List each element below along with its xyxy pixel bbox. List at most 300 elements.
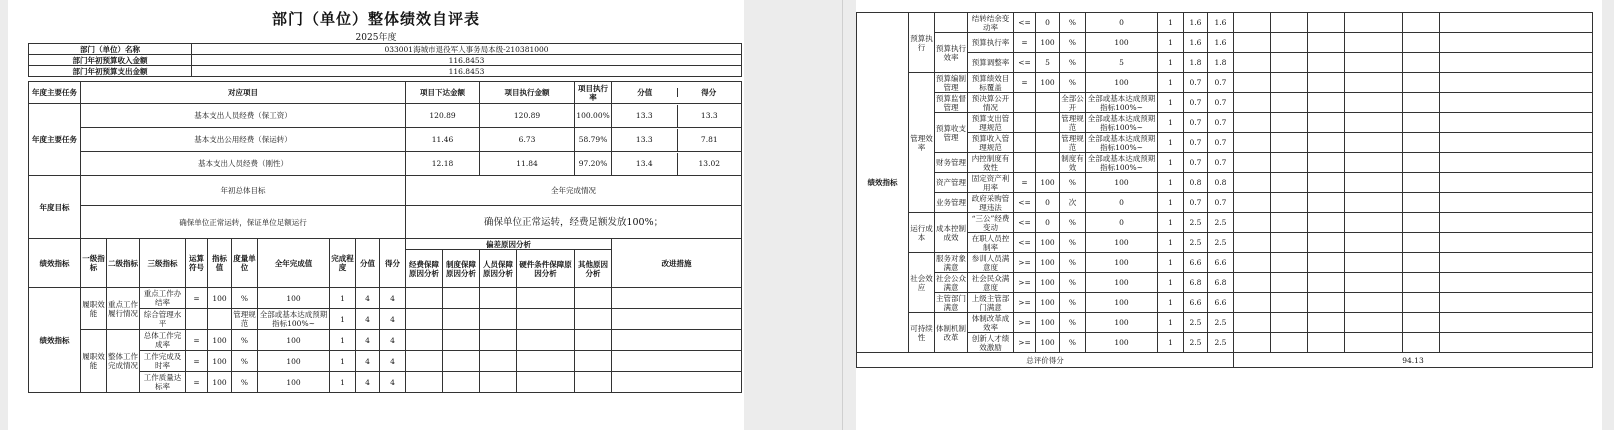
actual-cell: 100 [1086, 293, 1158, 313]
deviation-cell [1345, 333, 1403, 353]
target-header: 指标值 [208, 239, 232, 288]
degree-cell: 1 [1158, 33, 1184, 53]
unit-cell: % [1060, 333, 1086, 353]
level1-cell: 预算执行 [909, 13, 935, 73]
target-cell: 100 [1036, 333, 1060, 353]
table-row [857, 253, 1593, 273]
got-cell: 1.6 [1208, 13, 1234, 33]
level1-cell: 运行成本 [909, 213, 935, 253]
target-cell: 100 [208, 288, 232, 309]
actual-cell: 100 [258, 330, 330, 351]
level3-cell: 预算绩效目标覆盖 [968, 73, 1014, 93]
target-cell: 100 [1036, 313, 1060, 333]
deviation-cell [1271, 73, 1308, 93]
deviation-cell [1345, 233, 1403, 253]
actual-cell: 100 [258, 351, 330, 372]
measure-cell [1440, 153, 1593, 173]
deviation-cell [1345, 313, 1403, 333]
deviation-cell [406, 372, 443, 393]
target-cell: 100 [1036, 253, 1060, 273]
table-row [857, 313, 1593, 333]
table-row [857, 53, 1593, 73]
table-row [29, 239, 742, 250]
deviation-cell [1234, 233, 1271, 253]
deviation-cell [1308, 173, 1345, 193]
deviation-cell [575, 372, 612, 393]
task-budget: 12.18 [406, 152, 480, 176]
score-header: 分值 [637, 88, 653, 97]
task-got: 13.3 [677, 105, 742, 127]
task-budget: 11.46 [406, 128, 480, 152]
deviation-sub-header: 其他原因分析 [575, 250, 612, 288]
deviation-cell [480, 309, 517, 330]
table-row [857, 333, 1593, 353]
score-cell: 4 [356, 330, 380, 351]
deviation-cell [1403, 133, 1440, 153]
deviation-cell [1403, 313, 1440, 333]
measure-cell [1440, 313, 1593, 333]
task-side-label: 年度主要任务 [29, 104, 81, 176]
measure-cell [612, 372, 742, 393]
deviation-cell [1271, 193, 1308, 213]
task-item-name: 基本支出人员经费（刚性） [81, 152, 406, 176]
unit-cell: % [1060, 33, 1086, 53]
table-row [857, 273, 1593, 293]
measure-cell [1440, 193, 1593, 213]
deviation-cell [1403, 53, 1440, 73]
deviation-cell [1234, 33, 1271, 53]
deviation-sub-header: 经费保障原因分析 [406, 250, 443, 288]
level2-cell: 主管部门满意 [936, 293, 966, 312]
level2-cell: 财务管理 [935, 153, 968, 173]
score-cell: 4 [356, 372, 380, 393]
unit-cell: 制度有效 [1061, 153, 1084, 172]
deviation-cell [1403, 153, 1440, 173]
budget-header: 项目下达金额 [406, 82, 480, 104]
got-cell: 2.5 [1208, 233, 1234, 253]
table-row [29, 288, 742, 309]
deviation-cell [1345, 293, 1403, 313]
target-cell: 100 [208, 351, 232, 372]
table-row [857, 73, 1593, 93]
operator-cell: = [1014, 173, 1036, 193]
unit-cell: 管理规范 [1061, 113, 1084, 132]
deviation-cell [1271, 333, 1308, 353]
perf-side-label: 绩效指标 [29, 288, 81, 393]
deviation-cell [1403, 333, 1440, 353]
deviation-cell [406, 330, 443, 351]
degree-cell: 1 [330, 330, 356, 351]
total-label: 总评价得分 [857, 353, 1234, 368]
got-cell: 0.7 [1208, 133, 1234, 153]
table-row [857, 193, 1593, 213]
deviation-sub-header: 制度保障原因分析 [443, 250, 480, 288]
level3-cell: 预算收入管理规范 [968, 133, 1014, 153]
level3-cell: 工作完成及时率 [140, 351, 186, 372]
deviation-cell [517, 372, 575, 393]
target-cell: 0 [1036, 13, 1060, 33]
deviation-cell [1308, 293, 1345, 313]
table-row [29, 206, 742, 239]
operator-cell: >= [1014, 253, 1036, 273]
score-cell: 0.7 [1184, 113, 1208, 133]
deviation-cell [1403, 213, 1440, 233]
table-row [857, 13, 1593, 33]
page-title: 部门（单位）整体绩效自评表 [271, 10, 480, 28]
measure-cell [1440, 333, 1593, 353]
got-cell: 4 [380, 351, 406, 372]
level3-cell: 预决算公开情况 [968, 93, 1014, 113]
table-row [857, 173, 1593, 193]
score-cell: 2.5 [1184, 333, 1208, 353]
measure-cell [1440, 73, 1593, 93]
degree-cell: 1 [330, 309, 356, 330]
page-right [856, 0, 1602, 430]
got-cell: 2.5 [1208, 313, 1234, 333]
target-cell: 100 [208, 372, 232, 393]
actual-cell: 100 [1086, 73, 1158, 93]
target-cell: 100 [1036, 233, 1060, 253]
deviation-cell [1308, 53, 1345, 73]
deviation-cell [1234, 113, 1271, 133]
deviation-cell [1403, 233, 1440, 253]
deviation-cell [1345, 173, 1403, 193]
target-cell [1036, 93, 1060, 113]
deviation-cell [1345, 53, 1403, 73]
unit-cell: % [232, 351, 258, 372]
actual-cell: 0 [1086, 13, 1158, 33]
main-table [28, 81, 742, 393]
operator-cell: >= [1014, 333, 1036, 353]
operator-cell: <= [1014, 213, 1036, 233]
deviation-cell [1308, 193, 1345, 213]
level2-cell: 社会公众满意 [936, 273, 966, 292]
deviation-cell [1308, 233, 1345, 253]
level3-cell: 体制改革成效率 [968, 313, 1014, 333]
table-row [857, 93, 1593, 113]
score-cell: 2.5 [1184, 313, 1208, 333]
deviation-cell [1345, 273, 1403, 293]
level3-cell: “三公”经费变动 [968, 213, 1014, 233]
table-row [857, 153, 1593, 173]
unit-cell: % [232, 372, 258, 393]
score-cell: 2.5 [1184, 213, 1208, 233]
level2-cell: 预算执行效率 [935, 33, 968, 73]
level2-cell: 服务对象满意 [936, 253, 966, 272]
score-cell: 0.7 [1184, 153, 1208, 173]
target-cell: 100 [1036, 273, 1060, 293]
deviation-cell [1271, 253, 1308, 273]
level3-cell: 结转结余变动率 [968, 13, 1014, 33]
operator-cell: = [1014, 33, 1036, 53]
actual-cell: 0 [1086, 193, 1158, 213]
score-cell: 1.8 [1184, 53, 1208, 73]
goal-initial-text: 确保单位正常运转，保证单位足额运行 [81, 206, 406, 239]
deviation-cell [1345, 253, 1403, 273]
degree-cell: 1 [330, 288, 356, 309]
deviation-cell [1308, 213, 1345, 233]
got-cell: 6.8 [1208, 273, 1234, 293]
unit-cell: % [1060, 293, 1086, 313]
report-year: 2025年度 [355, 33, 397, 43]
degree-cell: 1 [1158, 53, 1184, 73]
target-cell [1036, 133, 1060, 153]
deviation-cell [1308, 93, 1345, 113]
got-cell: 0.7 [1208, 153, 1234, 173]
unit-value: 033001海城市退役军人事务局本级-210381000 [192, 44, 742, 55]
level3-cell: 内控制度有效性 [968, 153, 1014, 173]
target-cell: 100 [1036, 173, 1060, 193]
table-row [857, 33, 1593, 53]
deviation-cell [1403, 273, 1440, 293]
task-score: 13.3 [635, 134, 653, 144]
task-got: 13.02 [677, 153, 742, 175]
deviation-cell [1403, 193, 1440, 213]
level3-cell: 上级主管部门满意 [968, 293, 1014, 313]
actual-cell: 5 [1086, 53, 1158, 73]
measure-cell [1440, 293, 1593, 313]
actual-cell: 全部或基本达成预期指标100%~ [258, 309, 330, 330]
table-row [29, 152, 742, 176]
deviation-cell [1271, 93, 1308, 113]
deviation-cell [517, 288, 575, 309]
operator-cell [1014, 93, 1036, 113]
deviation-cell [1234, 313, 1271, 333]
deviation-cell [1345, 113, 1403, 133]
degree-cell: 1 [330, 351, 356, 372]
degree-cell: 1 [1158, 13, 1184, 33]
got-cell: 4 [380, 309, 406, 330]
unit-cell: 管理规范 [1061, 133, 1084, 152]
deviation-sub-header: 硬件条件保障原因分析 [517, 250, 575, 288]
target-cell: 100 [208, 330, 232, 351]
deviation-cell [1271, 173, 1308, 193]
income-value: 116.8453 [192, 55, 742, 66]
level2-cell: 成本控制成效 [935, 213, 968, 253]
deviation-cell [517, 309, 575, 330]
table-row [857, 113, 1593, 133]
target-cell: 0 [1036, 213, 1060, 233]
level3-cell: 固定资产利用率 [968, 173, 1014, 193]
degree-cell: 1 [1158, 213, 1184, 233]
level3-cell: 社会民众满意度 [968, 273, 1014, 293]
task-score-got [612, 104, 742, 128]
task-header: 年度主要任务 [29, 82, 81, 104]
actual-cell: 100 [258, 372, 330, 393]
actual-cell: 100 [1086, 33, 1158, 53]
deviation-cell [1234, 73, 1271, 93]
degree-cell: 1 [1158, 153, 1184, 173]
table-row [29, 128, 742, 152]
level3-cell: 预算调整率 [968, 53, 1014, 73]
measure-cell [1440, 113, 1593, 133]
perf-header: 绩效指标 [29, 239, 81, 288]
deviation-cell [1345, 133, 1403, 153]
unit-cell: % [1060, 13, 1086, 33]
exec-header: 项目执行金额 [480, 82, 575, 104]
level3-cell: 总体工作完成率 [140, 330, 186, 351]
deviation-cell [1345, 153, 1403, 173]
task-budget: 120.89 [406, 104, 480, 128]
level3-cell: 在职人员控制率 [968, 233, 1014, 253]
actual-cell: 100 [1086, 253, 1158, 273]
score-cell: 4 [356, 351, 380, 372]
degree-cell: 1 [1158, 173, 1184, 193]
income-label: 部门年初预算收入金额 [29, 55, 192, 66]
measure-cell [1440, 53, 1593, 73]
deviation-cell [1308, 13, 1345, 33]
level2-cell: 重点工作履行情况 [107, 288, 140, 330]
level3-cell: 预算支出管理规范 [968, 113, 1014, 133]
deviation-cell [1271, 153, 1308, 173]
actual-cell: 100 [258, 288, 330, 309]
measure-cell [612, 330, 742, 351]
operator-cell: >= [1014, 273, 1036, 293]
score-cell: 0.7 [1184, 133, 1208, 153]
deviation-cell [1234, 153, 1271, 173]
unit-label: 部门（单位）名称 [29, 44, 192, 55]
got-cell: 2.5 [1208, 213, 1234, 233]
deviation-cell [1308, 313, 1345, 333]
deviation-cell [1271, 233, 1308, 253]
task-exec: 11.84 [480, 152, 575, 176]
deviation-cell [480, 351, 517, 372]
target-cell [1036, 153, 1060, 173]
task-rate: 100.00% [575, 104, 612, 128]
level1-cell: 履职效能 [81, 288, 107, 330]
deviation-cell [1308, 253, 1345, 273]
actual-cell: 全部或基本达成预期指标100%~ [1086, 113, 1158, 133]
level3-cell: 工作质量达标率 [140, 372, 186, 393]
level2-cell: 预算收支管理 [935, 113, 968, 153]
degree-header: 完成程度 [330, 239, 356, 288]
operator-cell: <= [1014, 233, 1036, 253]
level2-cell: 业务管理 [935, 193, 968, 213]
expense-value: 116.8453 [192, 66, 742, 77]
level3-cell: 创新人才绩效激励 [968, 333, 1014, 353]
unit-cell: % [1060, 53, 1086, 73]
got-cell: 6.6 [1208, 293, 1234, 313]
perf-side-label: 绩效指标 [857, 13, 909, 353]
deviation-cell [1271, 53, 1308, 73]
table-row [857, 293, 1593, 313]
target-cell: 100 [1036, 293, 1060, 313]
score-cell: 1.6 [1184, 33, 1208, 53]
unit-cell: % [1060, 233, 1086, 253]
target-cell: 5 [1036, 53, 1060, 73]
table-row [29, 104, 742, 128]
score-cell: 0.7 [1184, 73, 1208, 93]
task-exec: 120.89 [480, 104, 575, 128]
deviation-cell [480, 288, 517, 309]
task-item-name: 基本支出人员经费（保工资） [81, 104, 406, 128]
task-score-got [612, 128, 742, 152]
operator-cell [1014, 133, 1036, 153]
deviation-cell [1234, 333, 1271, 353]
degree-cell: 1 [1158, 93, 1184, 113]
deviation-cell [1403, 33, 1440, 53]
level3-cell: 综合管理水平 [140, 309, 186, 330]
actual-cell: 100 [1086, 233, 1158, 253]
degree-cell: 1 [1158, 133, 1184, 153]
score-cell: 0.7 [1184, 93, 1208, 113]
deviation-cell [443, 372, 480, 393]
level2-cell: 预算编制管理 [936, 73, 966, 92]
target-cell: 100 [1036, 73, 1060, 93]
level3-cell: 参训人员满意度 [968, 253, 1014, 273]
unit-cell: 全部公开 [1061, 93, 1084, 112]
unit-cell: % [1060, 73, 1086, 93]
score-cell: 2.5 [1184, 233, 1208, 253]
deviation-cell [1234, 173, 1271, 193]
got-cell: 1.6 [1208, 33, 1234, 53]
got-cell: 4 [380, 330, 406, 351]
deviation-cell [443, 309, 480, 330]
deviation-cell [1271, 33, 1308, 53]
level1-cell: 社会效应 [909, 253, 935, 313]
measure-cell [612, 309, 742, 330]
deviation-cell [575, 288, 612, 309]
degree-cell: 1 [1158, 273, 1184, 293]
degree-cell: 1 [1158, 73, 1184, 93]
operator-header: 运算符号 [186, 239, 208, 288]
actual-cell: 全部或基本达成预期指标100%~ [1086, 93, 1158, 113]
deviation-cell [406, 351, 443, 372]
unit-cell: 次 [1060, 193, 1086, 213]
actual-cell: 0 [1086, 213, 1158, 233]
got-header: 得分 [677, 88, 741, 97]
operator-cell [1014, 113, 1036, 133]
deviation-cell [1271, 13, 1308, 33]
unit-header: 度量单位 [232, 239, 258, 288]
deviation-cell [1403, 13, 1440, 33]
actual-cell: 全部或基本达成预期指标100%~ [1086, 153, 1158, 173]
got-cell: 0.7 [1208, 93, 1234, 113]
deviation-cell [1271, 293, 1308, 313]
got-cell: 4 [380, 372, 406, 393]
operator-cell: = [1014, 73, 1036, 93]
measure-cell [1440, 33, 1593, 53]
level1-cell: 可持续性 [909, 313, 935, 353]
operator-cell: >= [1014, 313, 1036, 333]
goal-label: 年度目标 [29, 176, 81, 239]
unit-cell: % [232, 330, 258, 351]
degree-cell: 1 [1158, 253, 1184, 273]
degree-cell: 1 [1158, 293, 1184, 313]
deviation-cell [1308, 133, 1345, 153]
degree-cell: 1 [1158, 233, 1184, 253]
goal-complete-text: 确保单位正常运转，经费足额发放100%； [406, 206, 742, 239]
table-row [857, 133, 1593, 153]
task-item-name: 基本支出公用经费（保运转） [81, 128, 406, 152]
unit-cell: 管理规范 [233, 310, 256, 328]
summary-table [28, 43, 742, 77]
level3-cell: 政府采购管理违法 [968, 193, 1014, 213]
score-cell: 4 [356, 288, 380, 309]
measure-cell [1440, 233, 1593, 253]
deviation-cell [1308, 153, 1345, 173]
deviation-cell [1345, 33, 1403, 53]
total-value: 94.13 [1234, 353, 1593, 368]
deviation-cell [1308, 333, 1345, 353]
deviation-cell [1403, 73, 1440, 93]
deviation-cell [1345, 13, 1403, 33]
level2-cell: 整体工作完成情况 [107, 330, 140, 393]
deviation-cell [1234, 133, 1271, 153]
task-score: 13.3 [635, 110, 653, 120]
level2-cell: 预算监督管理 [936, 93, 966, 112]
level3-cell: 预算执行率 [968, 33, 1014, 53]
